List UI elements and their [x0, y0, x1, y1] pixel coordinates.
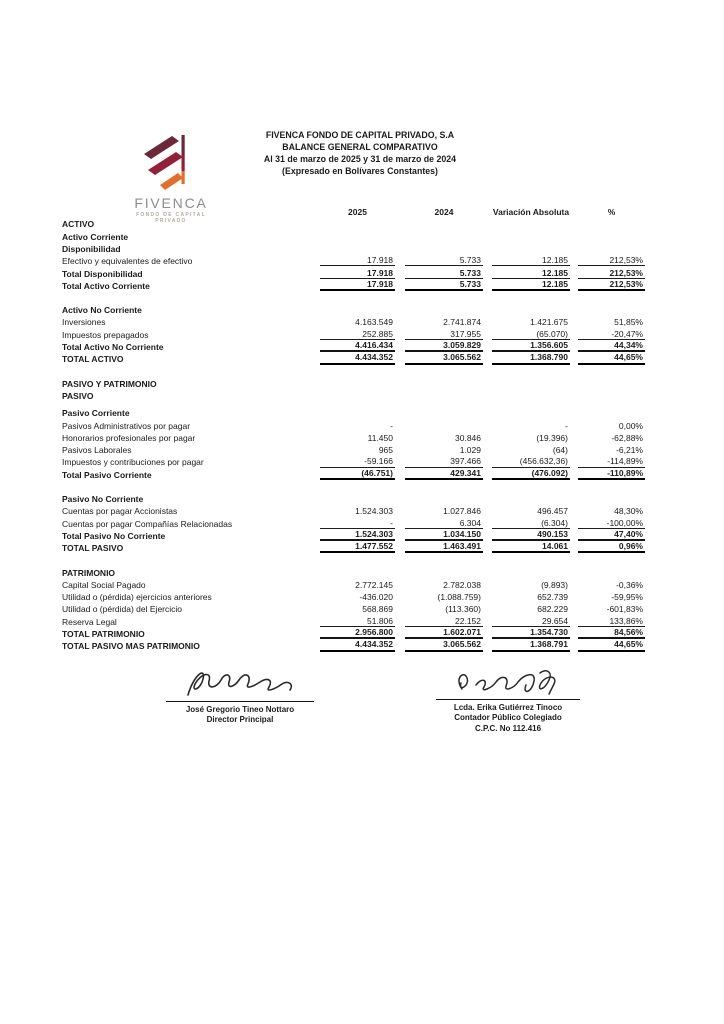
- row-value: 17.918: [320, 255, 395, 266]
- table-row: [62, 431, 645, 443]
- row-label: Total Disponibilidad: [62, 268, 143, 279]
- row-value: (64): [552, 445, 568, 456]
- row-value: 212,53%: [578, 279, 645, 291]
- row-label: PATRIMONIO: [62, 567, 116, 578]
- row-value: 12.185: [492, 279, 570, 291]
- row-label: Pasivos Administrativos por pagar: [62, 420, 191, 431]
- row-value: -601,83%: [606, 604, 643, 615]
- table-row: [62, 541, 645, 553]
- row-value: 2.772.145: [355, 579, 393, 590]
- row-value: 1.356.605: [492, 340, 570, 352]
- row-value: -0,36%: [616, 579, 643, 590]
- row-label: Efectivo y equivalentes de efectivo: [62, 256, 193, 267]
- signature-line: [436, 699, 580, 700]
- table-row: [62, 590, 645, 602]
- row-label: Pasivo No Corriente: [62, 494, 144, 505]
- table-row: [62, 279, 645, 291]
- row-label: Cuentas por pagar Compañías Relacionadas: [62, 518, 233, 529]
- row-value: 17.918: [320, 268, 395, 279]
- signer-license: C.P.C. No 112.416: [474, 723, 542, 733]
- row-value: 568.869: [362, 604, 393, 615]
- row-value: 1.034.150: [405, 529, 483, 541]
- row-value: 22.152: [405, 616, 483, 627]
- report-dates: Al 31 de marzo de 2025 y 31 de marzo de 2024: [263, 154, 457, 164]
- row-label: ACTIVO: [62, 219, 95, 230]
- row-value: 1.368.791: [492, 639, 570, 651]
- row-value: 1.368.790: [492, 352, 570, 364]
- report-currency-note: (Expresado en Bolívares Constantes): [282, 166, 438, 176]
- row-value: 48,30%: [614, 506, 643, 517]
- row-value: 3.059.829: [405, 340, 483, 352]
- signature-block-director: [166, 662, 314, 726]
- report-title-block: [220, 129, 500, 177]
- row-value: 1.477.552: [320, 541, 395, 553]
- row-value: 212,53%: [578, 255, 645, 266]
- row-label: Impuestos prepagados: [62, 329, 149, 340]
- table-row: [62, 627, 645, 639]
- row-label: Impuestos y contribuciones por pagar: [62, 457, 204, 468]
- row-value: 5.733: [405, 268, 483, 279]
- row-value: 317.955: [405, 329, 483, 340]
- row-label: Activo No Corriente: [62, 305, 142, 316]
- row-value: 0,00%: [618, 420, 643, 431]
- row-value: -20,47%: [578, 329, 645, 340]
- column-header-2025: 2025: [348, 207, 367, 218]
- table-row: [62, 529, 645, 541]
- row-value: 1.463.491: [405, 541, 483, 553]
- row-value: 3.065.562: [405, 639, 483, 651]
- signer-role: Director Principal: [206, 715, 274, 725]
- row-label: Capital Social Pagado: [62, 579, 146, 590]
- signature-scribble-director-icon: [174, 662, 306, 702]
- row-value: 5.733: [405, 255, 483, 266]
- row-value: 12.185: [492, 268, 570, 279]
- table-row: [62, 455, 645, 467]
- row-value: 1.602.071: [405, 627, 483, 639]
- table-row: [62, 406, 645, 418]
- row-value: (1.088.759): [437, 592, 481, 603]
- row-value: 1.524.303: [320, 529, 395, 541]
- table-row: [62, 315, 645, 327]
- row-value: 1.029: [459, 445, 481, 456]
- signature-line: [166, 701, 314, 702]
- table-row: [62, 504, 645, 516]
- row-value: 44,34%: [578, 340, 645, 352]
- row-value: 14.061: [492, 541, 570, 553]
- row-spacer: [62, 553, 645, 565]
- row-value: 652.739: [537, 592, 568, 603]
- table-row: [62, 303, 645, 315]
- row-value: -6,21%: [616, 445, 643, 456]
- table-row: [62, 389, 645, 401]
- row-value: -62,88%: [611, 432, 643, 443]
- balance-table-header: [62, 205, 645, 217]
- row-label: Reserva Legal: [62, 616, 117, 627]
- row-value: 133,86%: [578, 616, 645, 627]
- row-label: Inversiones: [62, 317, 106, 328]
- row-label: TOTAL PASIVO MAS PATRIMONIO: [62, 641, 200, 652]
- row-label: TOTAL PATRIMONIO: [62, 629, 145, 639]
- row-value: 11.450: [367, 432, 393, 443]
- row-label: Total Pasivo No Corriente: [62, 530, 166, 541]
- row-value: 252.885: [320, 329, 395, 340]
- table-row: [62, 340, 645, 352]
- row-value: 4.434.352: [320, 639, 395, 651]
- row-label: Honorarios profesionales por pagar: [62, 432, 196, 443]
- brand-name: FIVENCA: [134, 195, 208, 211]
- table-row: [62, 602, 645, 614]
- row-label: PASIVO: [62, 390, 94, 401]
- row-label: Activo Corriente: [62, 231, 129, 242]
- row-value: 3.065.562: [405, 352, 483, 364]
- row-label: Total Pasivo Corriente: [62, 469, 152, 480]
- row-label: Pasivos Laborales: [62, 445, 132, 456]
- row-value: 1.421.675: [530, 317, 568, 328]
- row-value: 84,56%: [578, 627, 645, 639]
- table-row: [62, 615, 645, 627]
- row-value: 1.524.303: [355, 506, 393, 517]
- row-value: (9.893): [541, 579, 568, 590]
- table-row: [62, 217, 645, 229]
- table-row: [62, 242, 645, 254]
- row-value: 12.185: [492, 255, 570, 266]
- signature-block-accountant: [436, 666, 580, 734]
- table-row: [62, 377, 645, 389]
- table-row: [62, 328, 645, 340]
- row-spacer: [62, 365, 645, 377]
- brand-tagline-line2: PRIVADO: [155, 217, 187, 224]
- balance-table-body: [62, 217, 645, 651]
- row-value: 0,96%: [578, 541, 645, 553]
- row-value: 2.956.800: [320, 627, 395, 639]
- balance-table: [62, 205, 645, 652]
- row-label: Pasivo Corriente: [62, 408, 130, 419]
- table-row: [62, 639, 645, 651]
- row-value: (6.304): [492, 518, 570, 529]
- signer-name: Lcda. Erika Gutiérrez Tinoco: [453, 703, 563, 712]
- fivenca-logo-icon: [136, 129, 206, 195]
- table-row: [62, 443, 645, 455]
- row-label: TOTAL ACTIVO: [62, 354, 124, 365]
- row-value: -: [390, 420, 393, 431]
- row-value: (113.360): [445, 604, 481, 615]
- row-value: 44,65%: [578, 352, 645, 364]
- row-value: 5.733: [405, 279, 483, 291]
- row-value: 496.457: [537, 506, 568, 517]
- signer-name: José Gregorio Tineo Nottaro: [185, 705, 295, 714]
- table-row: [62, 254, 645, 266]
- row-label: Cuentas por pagar Accionistas: [62, 506, 178, 517]
- table-row: [62, 578, 645, 590]
- row-value: 2.741.874: [443, 317, 481, 328]
- row-value: 29.654: [492, 616, 570, 627]
- row-value: 1.027.846: [443, 506, 481, 517]
- row-value: 44,65%: [578, 639, 645, 651]
- row-label: Utilidad o (pérdida) ejercicios anteriores: [62, 592, 212, 603]
- row-label: Utilidad o (pérdida) del Ejercicio: [62, 604, 183, 615]
- row-value: 1.354.730: [492, 627, 570, 639]
- row-label: Disponibilidad: [62, 243, 121, 254]
- table-row: [62, 418, 645, 430]
- row-value: 429.341: [405, 468, 483, 480]
- row-spacer: [62, 480, 645, 492]
- table-row: [62, 266, 645, 278]
- column-header-percent: %: [607, 207, 616, 218]
- row-value: 47,40%: [578, 529, 645, 541]
- row-value: 6.304: [405, 518, 483, 529]
- row-value: 2.782.038: [443, 579, 481, 590]
- brand-tagline-line1: FONDO DE CAPITAL: [136, 212, 206, 218]
- row-value: 17.918: [320, 279, 395, 291]
- row-value: (46.751): [320, 468, 395, 480]
- row-label: Total Activo No Corriente: [62, 342, 164, 353]
- report-title: BALANCE GENERAL COMPARATIVO: [282, 142, 438, 152]
- row-value: 965: [378, 445, 393, 456]
- column-header-2024: 2024: [434, 207, 454, 218]
- row-value: -114,89%: [578, 456, 645, 467]
- row-value: 682.229: [537, 604, 568, 615]
- row-value: 51,85%: [614, 317, 643, 328]
- signer-role: Contador Público Colegiado: [454, 713, 562, 723]
- row-value: (65.070): [492, 329, 570, 340]
- row-spacer: [62, 291, 645, 303]
- row-label: PASIVO Y PATRIMONIO: [62, 378, 157, 389]
- table-row: [62, 468, 645, 480]
- row-value: 4.434.352: [320, 352, 395, 364]
- row-value: 51.806: [320, 616, 395, 627]
- table-row: [62, 517, 645, 529]
- row-value: -59.166: [320, 456, 395, 467]
- table-row: [62, 352, 645, 364]
- table-row: [62, 230, 645, 242]
- table-row: [62, 492, 645, 504]
- row-value: 212,53%: [578, 268, 645, 279]
- row-value: -: [320, 518, 395, 529]
- row-value: -59,95%: [611, 592, 643, 603]
- row-value: 397.466: [405, 456, 483, 467]
- table-row: [62, 565, 645, 577]
- signature-scribble-accountant-icon: [448, 666, 568, 700]
- row-value: -: [565, 420, 568, 431]
- row-value: 30.846: [455, 432, 481, 443]
- row-value: (19.396): [536, 432, 568, 443]
- row-value: 4.163.549: [355, 317, 393, 328]
- company-title: FIVENCA FONDO DE CAPITAL PRIVADO, S.A: [265, 130, 455, 140]
- row-label: TOTAL PASIVO: [62, 543, 124, 554]
- row-value: 4.416.434: [320, 340, 395, 352]
- column-header-variacion: Variación Absoluta: [492, 207, 570, 218]
- row-value: (456.632,36): [492, 456, 570, 467]
- row-value: -436.020: [359, 592, 393, 603]
- row-value: -110,89%: [578, 468, 645, 480]
- row-value: -100,00%: [578, 518, 645, 529]
- row-value: 490.153: [492, 529, 570, 541]
- row-label: Total Activo Corriente: [62, 280, 150, 291]
- row-value: (476.092): [492, 468, 570, 480]
